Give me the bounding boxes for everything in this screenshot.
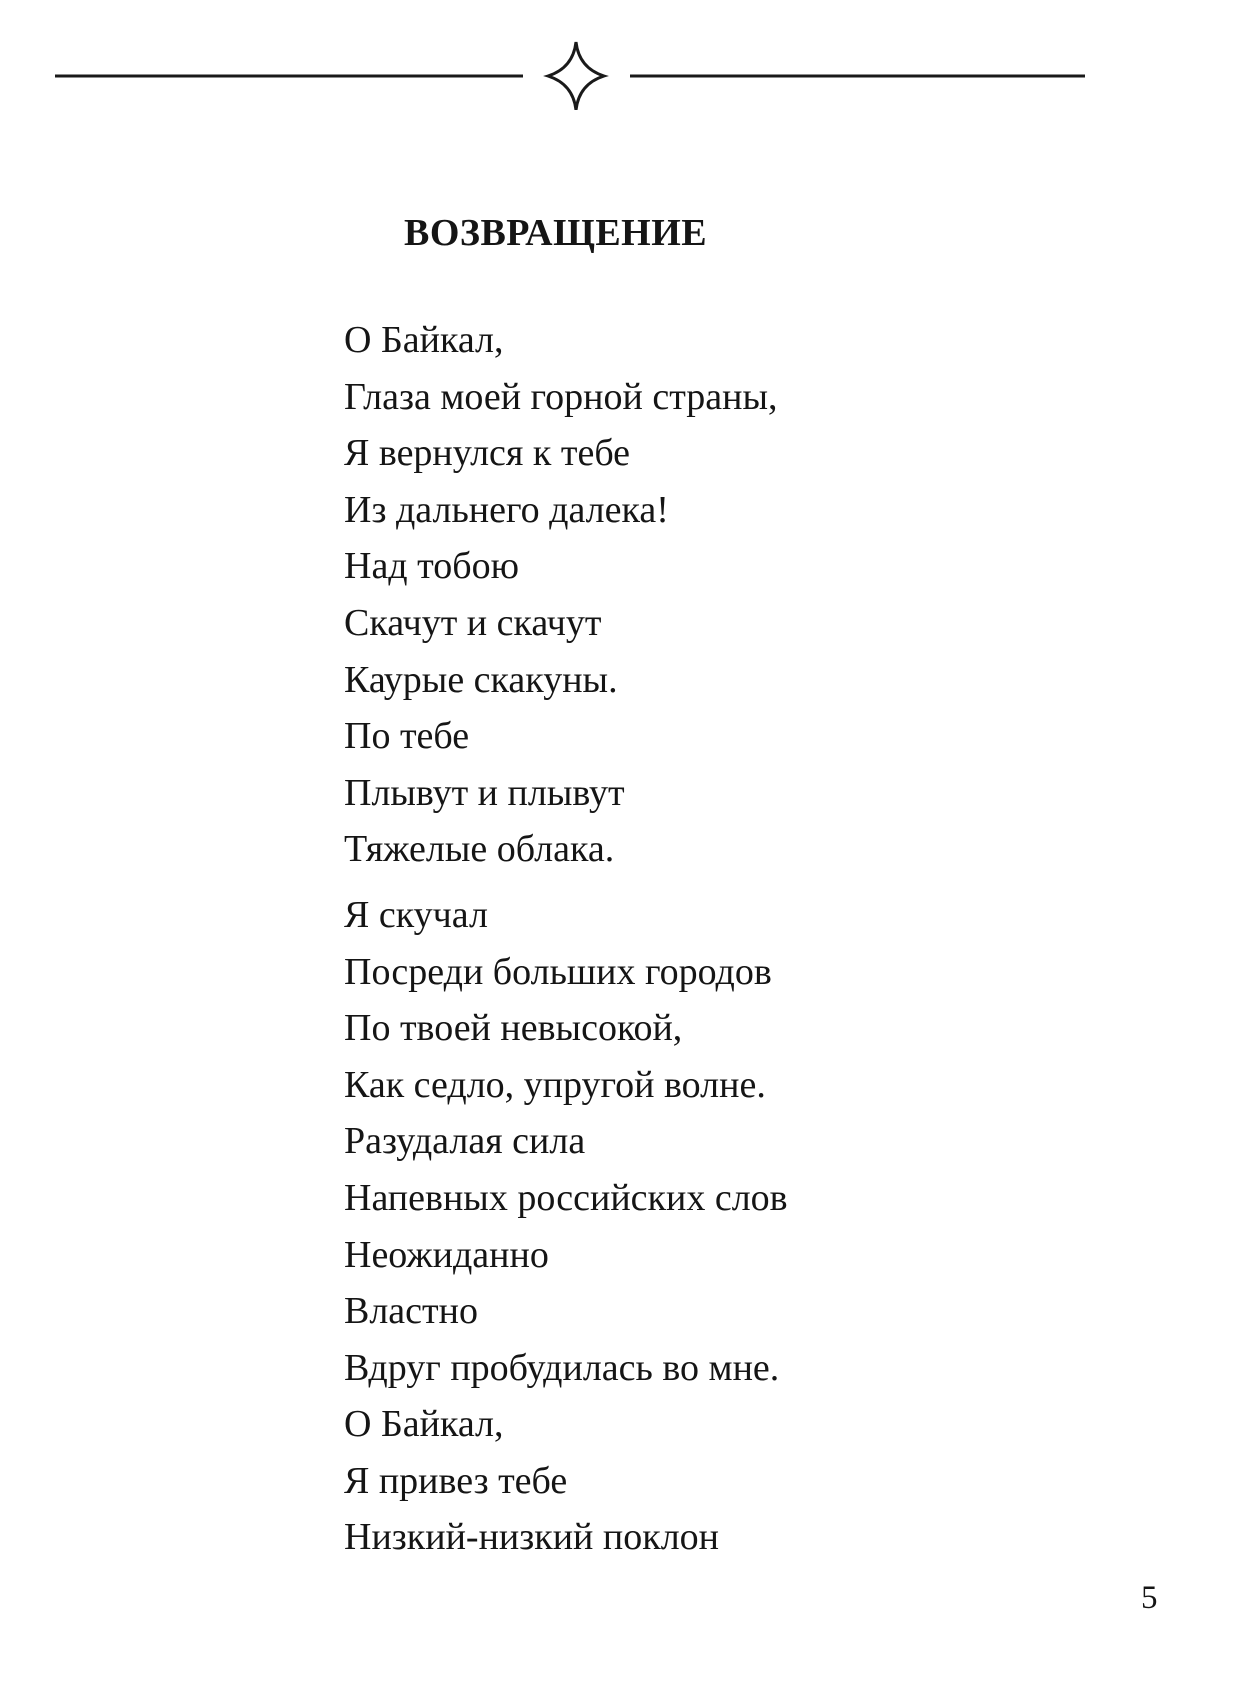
- poem-line: Разудалая сила: [344, 1120, 586, 1163]
- page-number: 5: [1141, 1580, 1158, 1616]
- stanza-1: [344, 312, 964, 878]
- four-point-star-icon: [548, 42, 604, 110]
- poem-line: Как седло, упругой волне.: [344, 1063, 766, 1106]
- header-ornament: [55, 38, 1085, 110]
- poem-line: О Байкал,: [344, 1403, 504, 1446]
- poem-title: ВОЗВРАЩЕНИЕ: [404, 212, 708, 254]
- poem-line: Скачут и скачут: [344, 601, 602, 644]
- poem-line: Вдруг пробудилась во мне.: [344, 1346, 780, 1389]
- poem-line: Я вернулся к тебе: [344, 432, 631, 475]
- poem-line: Я привез тебе: [344, 1459, 568, 1502]
- poem-line: Плывут и плывут: [344, 771, 625, 814]
- poem-line: Каурые скакуны.: [344, 658, 618, 701]
- poem-line: Глаза моей горной страны,: [344, 375, 778, 418]
- poem-body: [344, 312, 964, 1566]
- poem-line: Напевных российских слов: [344, 1176, 788, 1219]
- poem-line: Посреди больших городов: [344, 950, 772, 993]
- poem-line: О Байкал,: [344, 319, 504, 361]
- poem-line: Над тобою: [344, 545, 519, 588]
- poem-line: По тебе: [344, 715, 470, 758]
- poem-line: Властно: [344, 1290, 478, 1333]
- poem-line: Из дальнего далека!: [344, 488, 669, 531]
- poem-line: Низкий-низкий поклон: [344, 1516, 719, 1559]
- stanza-2: [344, 887, 964, 1566]
- poem-line: По твоей невысокой,: [344, 1007, 683, 1050]
- poem-line: Тяжелые облака.: [344, 828, 615, 871]
- poem-line: Я скучал: [344, 893, 488, 936]
- poem-line: Неожиданно: [344, 1233, 549, 1276]
